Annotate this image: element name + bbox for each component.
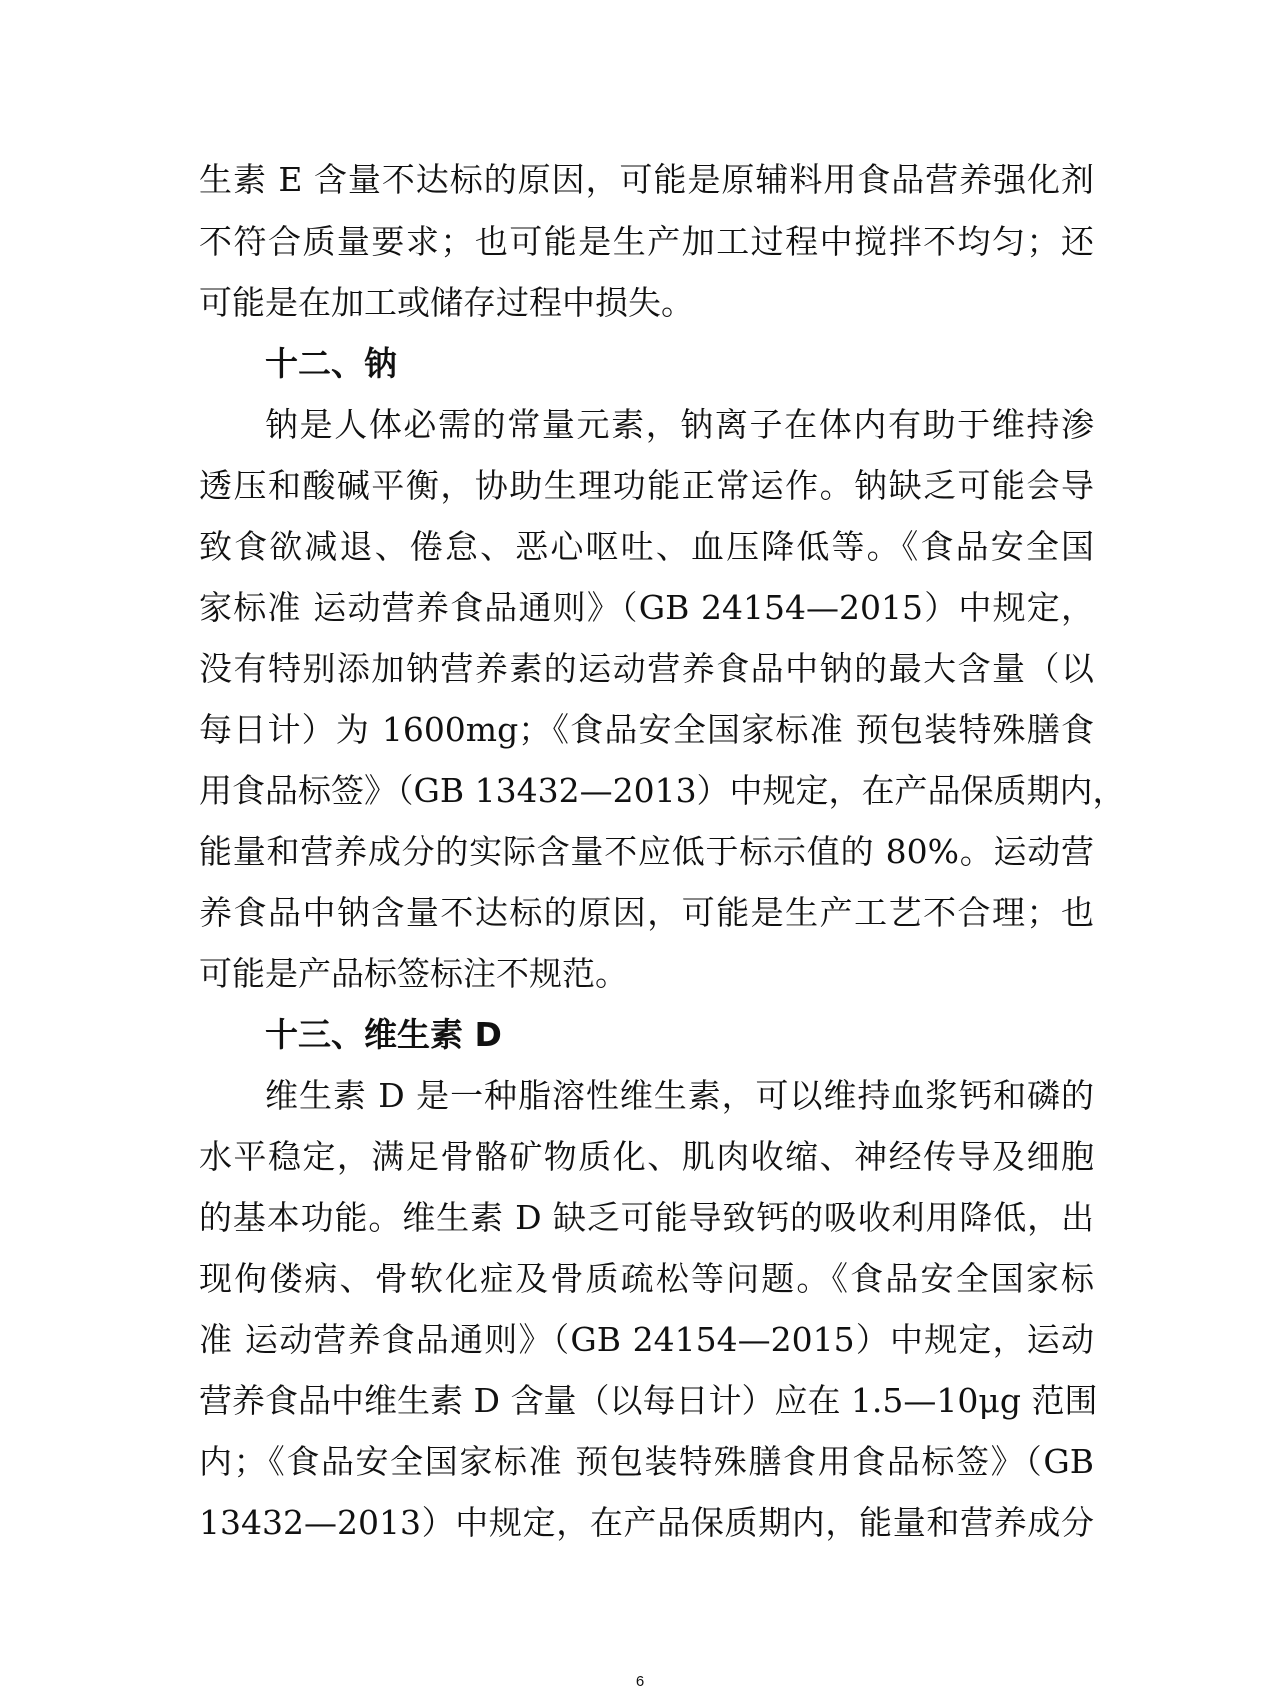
paragraph-line: 的基本功能。维生素 D 缺乏可能导致钙的吸收利用降低，出 [199,1198,1095,1237]
paragraph-line: 生素 E 含量不达标的原因，可能是原辅料用食品营养强化剂 [199,160,1094,199]
paragraph-line: 透压和酸碱平衡，协助生理功能正常运作。钠缺乏可能会导 [199,466,1094,505]
paragraph-line: 13432—2013）中规定，在产品保质期内，能量和营养成分 [199,1503,1094,1542]
paragraph-line: 内；《食品安全国家标准 预包装特殊膳食用食品标签》（GB [199,1442,1094,1481]
paragraph-line: 水平稳定，满足骨骼矿物质化、肌肉收缩、神经传导及细胞 [199,1137,1094,1176]
paragraph-line: 钠是人体必需的常量元素，钠离子在体内有助于维持渗 [265,405,1094,444]
paragraph-line: 每日计）为 1600mg；《食品安全国家标准 预包装特殊膳食 [199,710,1094,749]
section-heading: 十二、钠 [265,344,397,383]
paragraph-line: 家标准 运动营养食品通则》（GB 24154—2015）中规定， [199,588,1094,627]
paragraph-line: 致食欲减退、倦怠、恶心呕吐、血压降低等。《食品安全国 [199,527,1094,566]
paragraph-line: 营养食品中维生素 D 含量（以每日计）应在 1.5—10μg 范围 [199,1381,1098,1420]
page-number: 6 [635,1673,645,1690]
section-heading: 十三、维生素 D [265,1015,502,1054]
paragraph-line: 养食品中钠含量不达标的原因，可能是生产工艺不合理；也 [199,893,1094,932]
paragraph-line: 不符合质量要求；也可能是生产加工过程中搅拌不均匀；还 [199,222,1094,261]
paragraph-line: 可能是在加工或储存过程中损失。 [199,283,694,322]
paragraph-line: 没有特别添加钠营养素的运动营养食品中钠的最大含量（以 [199,649,1094,688]
paragraph-line: 用食品标签》（GB 13432—2013）中规定，在产品保质期内， [199,771,1126,810]
paragraph-line: 能量和营养成分的实际含量不应低于标示值的 80%。运动营 [199,832,1094,871]
paragraph-line: 准 运动营养食品通则》（GB 24154—2015）中规定，运动 [199,1320,1094,1359]
paragraph-line: 现佝偻病、骨软化症及骨质疏松等问题。《食品安全国家标 [199,1259,1094,1298]
paragraph-line: 可能是产品标签标注不规范。 [199,954,628,993]
paragraph-line: 维生素 D 是一种脂溶性维生素，可以维持血浆钙和磷的 [265,1076,1094,1115]
